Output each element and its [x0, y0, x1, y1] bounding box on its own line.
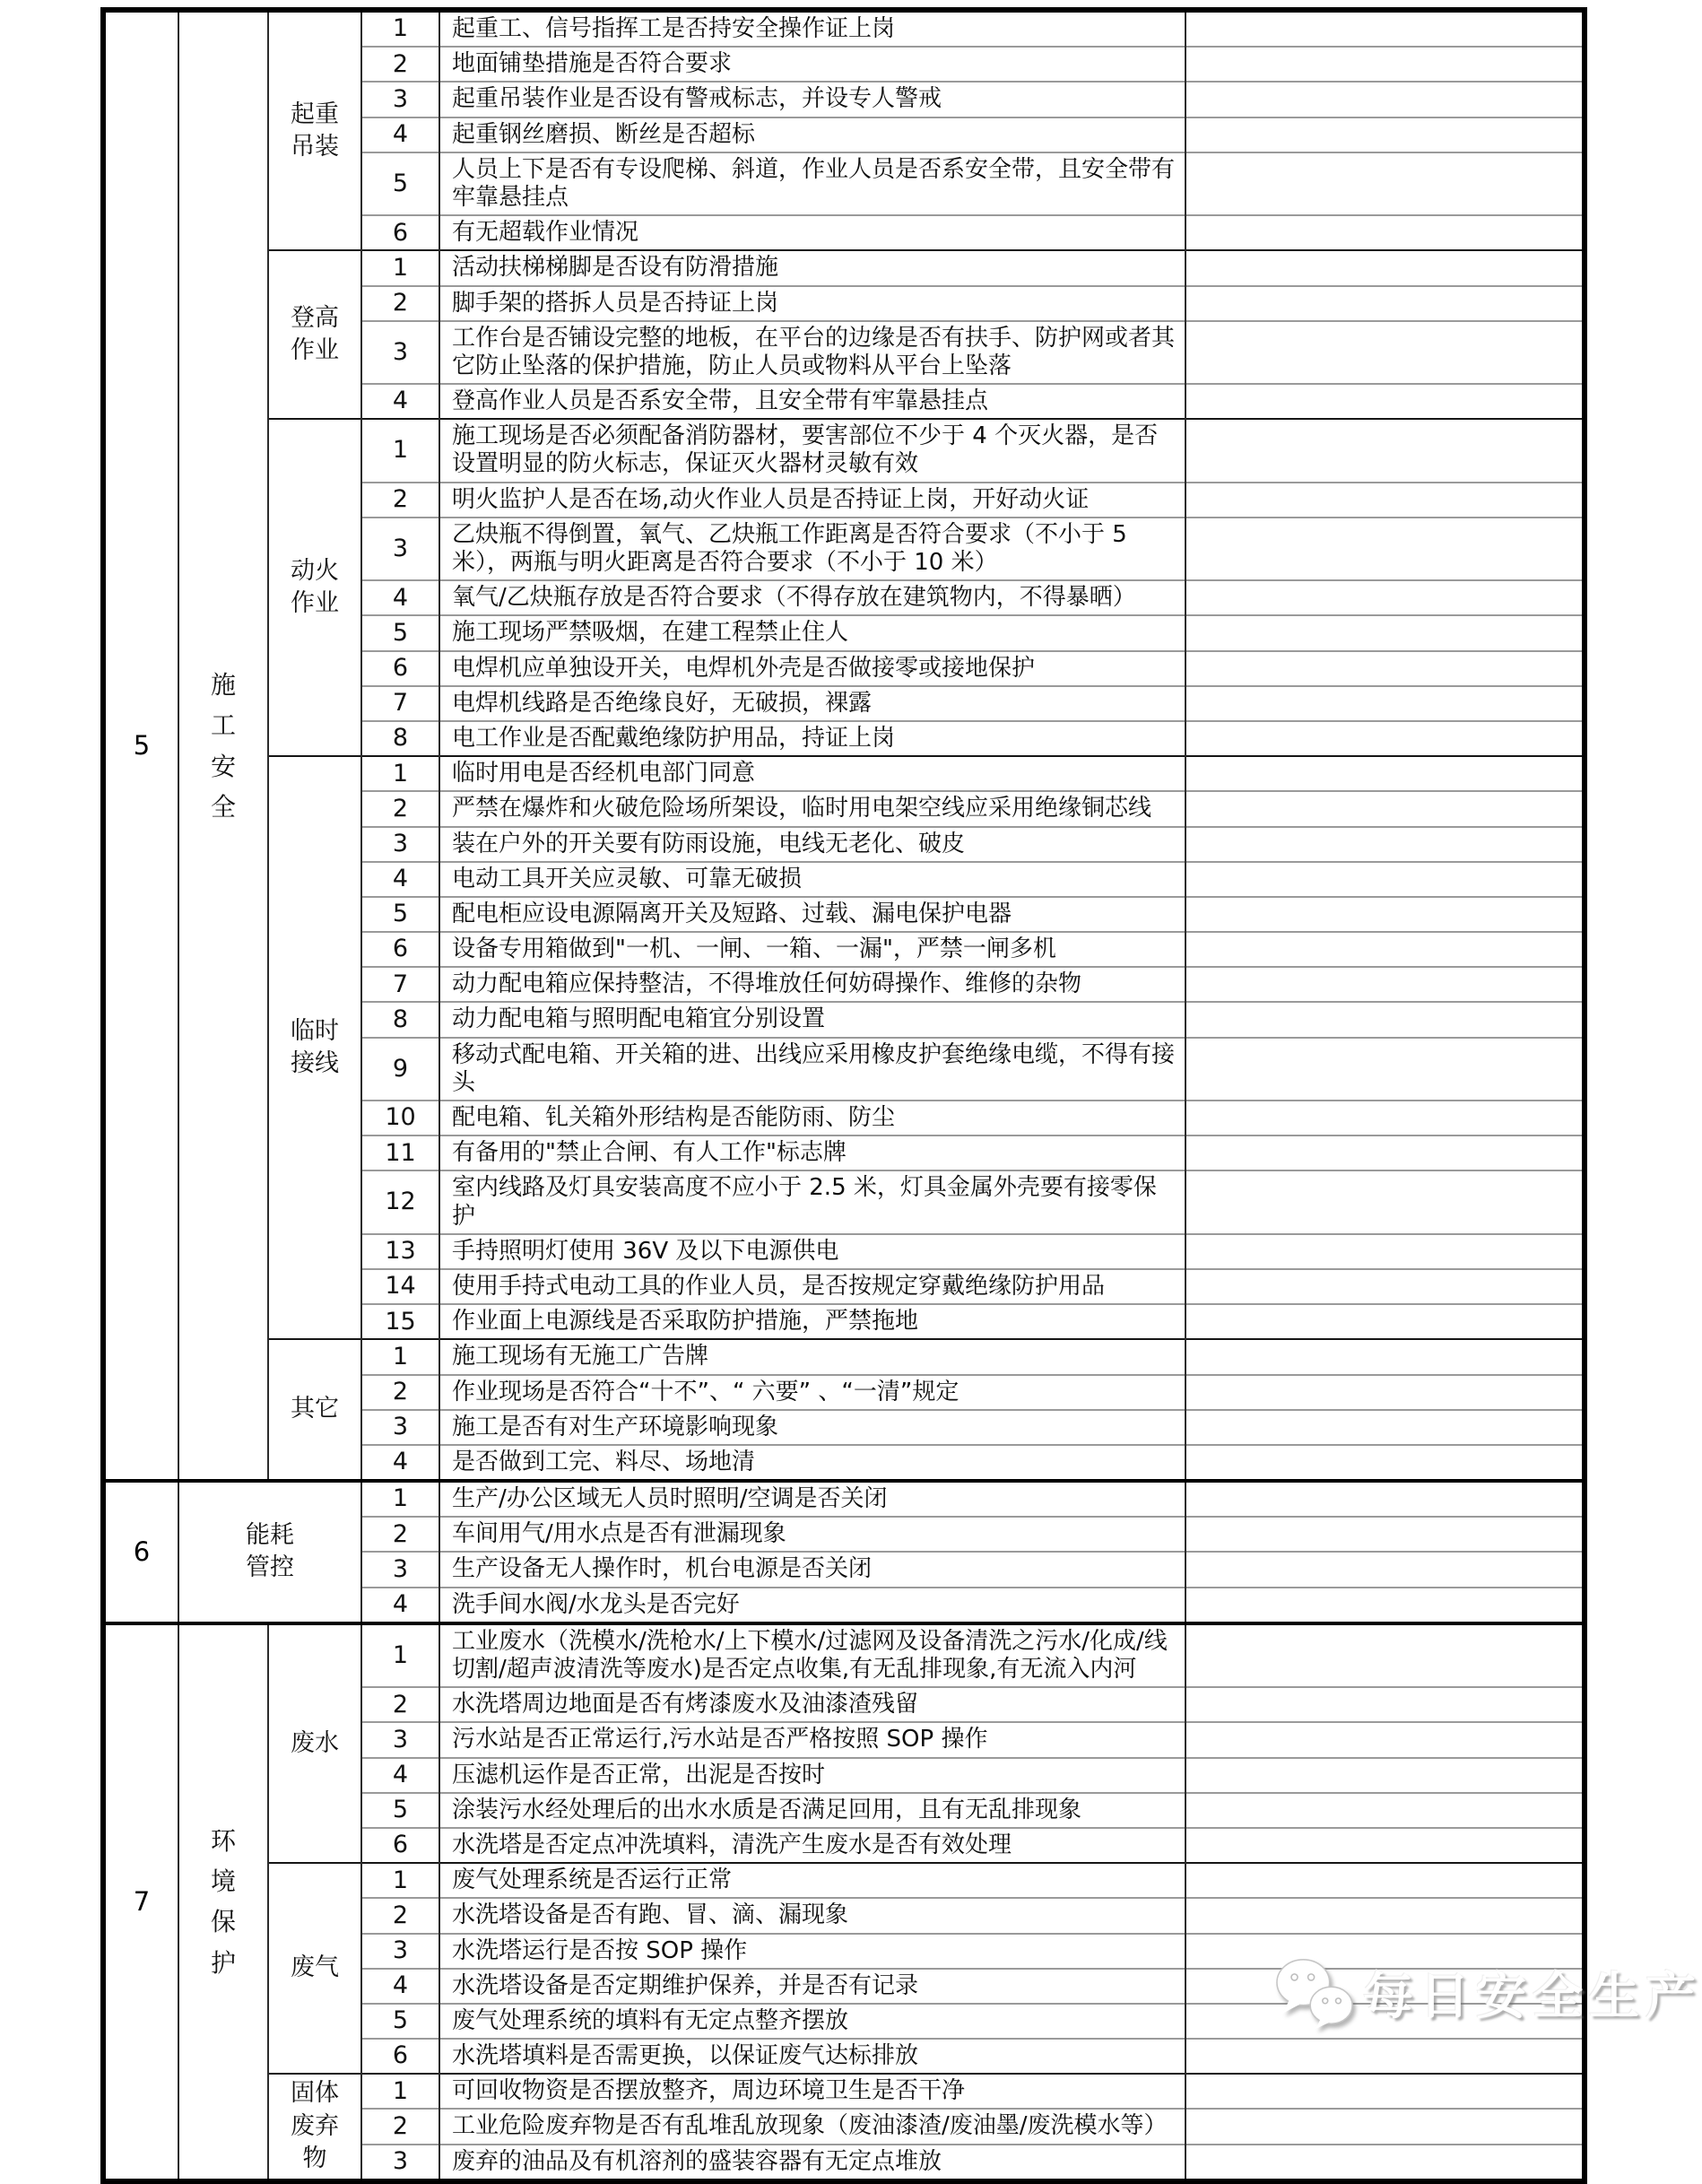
item-number-cell: 4 [361, 1758, 439, 1793]
result-cell [1185, 1517, 1585, 1552]
item-description-cell: 施工是否有对生产环境影响现象 [439, 1410, 1185, 1445]
subcategory-cell [268, 419, 361, 756]
item-description-cell: 使用手持式电动工具的作业人员，是否按规定穿戴绝缘防护用品 [439, 1269, 1185, 1304]
item-number-cell: 13 [361, 1234, 439, 1269]
item-number-cell: 12 [361, 1170, 439, 1233]
item-description-cell: 乙炔瓶不得倒置，氧气、乙炔瓶工作距离是否符合要求（不小于 5 米），两瓶与明火距离是否符合要求（不小于 10 米） [439, 518, 1185, 580]
result-cell [1185, 10, 1585, 47]
subcategory-label: 废气 [291, 1953, 339, 1982]
item-number-cell: 3 [361, 518, 439, 580]
subcategory-cell [268, 756, 361, 1339]
item-description-cell: 脚手架的搭拆人员是否持证上岗 [439, 286, 1185, 321]
result-cell [1185, 2074, 1585, 2109]
result-cell [1185, 1793, 1585, 1828]
result-cell [1185, 286, 1585, 321]
result-cell [1185, 1898, 1585, 1933]
item-number-cell: 7 [361, 686, 439, 721]
item-description-cell: 移动式配电箱、开关箱的进、出线应采用橡皮护套绝缘电缆，不得有接头 [439, 1038, 1185, 1101]
item-number-cell: 3 [361, 1722, 439, 1757]
item-number-cell: 10 [361, 1101, 439, 1136]
item-number-cell: 2 [361, 2109, 439, 2144]
item-description-cell: 电工作业是否配戴绝缘防护用品，持证上岗 [439, 721, 1185, 756]
item-number-cell: 5 [361, 2004, 439, 2039]
item-description-cell: 水洗塔运行是否按 SOP 操作 [439, 1934, 1185, 1969]
result-cell [1185, 1375, 1585, 1410]
result-cell [1185, 1863, 1585, 1898]
result-cell [1185, 1304, 1585, 1339]
item-number-cell: 6 [361, 932, 439, 967]
item-description-cell: 生产/办公区域无人员时照明/空调是否关闭 [439, 1481, 1185, 1517]
category-cell [178, 1623, 268, 2181]
item-number-cell: 5 [361, 1793, 439, 1828]
checklist-row [103, 419, 1585, 482]
result-cell [1185, 1623, 1585, 1687]
item-number-cell: 2 [361, 483, 439, 518]
item-description-cell: 车间用气/用水点是否有泄漏现象 [439, 1517, 1185, 1552]
item-description-cell: 是否做到工完、料尽、场地清 [439, 1445, 1185, 1481]
item-description-cell: 工作台是否铺设完整的地板，在平台的边缘是否有扶手、防护网或者其它防止坠落的保护措施，防止人员或物料从平台上坠落 [439, 321, 1185, 384]
result-cell [1185, 967, 1585, 1002]
item-description-cell: 登高作业人员是否系安全带，且安全带有牢靠悬挂点 [439, 384, 1185, 419]
item-number-cell: 4 [361, 1445, 439, 1481]
category-cell [178, 1481, 361, 1623]
result-cell [1185, 1969, 1585, 2004]
item-description-cell: 手持照明灯使用 36V 及以下电源供电 [439, 1234, 1185, 1269]
result-cell [1185, 419, 1585, 482]
item-number-cell: 3 [361, 827, 439, 862]
result-cell [1185, 1234, 1585, 1269]
subcategory-label: 临时接线 [291, 1016, 339, 1078]
item-description-cell: 动力配电箱与照明配电箱宜分别设置 [439, 1002, 1185, 1037]
item-number-cell: 3 [361, 1552, 439, 1587]
result-cell [1185, 518, 1585, 580]
subcategory-label: 起重吊装 [291, 100, 339, 161]
item-number-cell: 4 [361, 862, 439, 897]
item-number-cell: 1 [361, 1863, 439, 1898]
result-cell [1185, 651, 1585, 686]
item-number-cell: 6 [361, 651, 439, 686]
result-cell [1185, 1170, 1585, 1233]
result-cell [1185, 2039, 1585, 2074]
checklist-table [100, 7, 1587, 2184]
result-cell [1185, 580, 1585, 615]
subcategory-label: 废水 [291, 1728, 339, 1757]
item-description-cell: 工业废水（洗模水/洗枪水/上下模水/过滤网及设备清洗之污水/化成/线切割/超声波清洗等废水)是否定点收集,有无乱排现象,有无流入内河 [439, 1623, 1185, 1687]
item-number-cell: 3 [361, 2145, 439, 2181]
result-cell [1185, 215, 1585, 250]
item-number-cell: 4 [361, 1588, 439, 1623]
result-cell [1185, 1101, 1585, 1136]
result-cell [1185, 1552, 1585, 1587]
category-cell [178, 10, 268, 1481]
item-number-cell: 6 [361, 2039, 439, 2074]
item-number-cell: 2 [361, 286, 439, 321]
item-number-cell: 4 [361, 117, 439, 152]
item-number-cell: 9 [361, 1038, 439, 1101]
result-cell [1185, 1588, 1585, 1623]
item-number-cell: 15 [361, 1304, 439, 1339]
item-number-cell: 6 [361, 215, 439, 250]
result-cell [1185, 1934, 1585, 1969]
item-description-cell: 临时用电是否经机电部门同意 [439, 756, 1185, 791]
item-number-cell: 8 [361, 1002, 439, 1037]
item-description-cell: 电焊机应单独设开关，电焊机外壳是否做接零或接地保护 [439, 651, 1185, 686]
item-description-cell: 生产设备无人操作时，机台电源是否关闭 [439, 1552, 1185, 1587]
subcategory-label: 其它 [291, 1395, 339, 1423]
result-cell [1185, 384, 1585, 419]
item-number-cell: 3 [361, 1410, 439, 1445]
item-number-cell: 1 [361, 419, 439, 482]
item-number-cell: 8 [361, 721, 439, 756]
result-cell [1185, 1410, 1585, 1445]
checklist-row [103, 1339, 1585, 1374]
item-description-cell: 水洗塔设备是否有跑、冒、滴、漏现象 [439, 1898, 1185, 1933]
checklist-row [103, 1481, 1585, 1517]
item-number-cell: 2 [361, 1375, 439, 1410]
item-description-cell: 废气处理系统是否运行正常 [439, 1863, 1185, 1898]
item-description-cell: 水洗塔设备是否定期维护保养，并是否有记录 [439, 1969, 1185, 2004]
subcategory-cell [268, 1863, 361, 2074]
item-description-cell: 设备专用箱做到"一机、一闸、一箱、一漏"，严禁一闸多机 [439, 932, 1185, 967]
item-number-cell: 2 [361, 47, 439, 82]
item-description-cell: 污水站是否正常运行,污水站是否严格按照 SOP 操作 [439, 1722, 1185, 1757]
item-description-cell: 施工现场有无施工广告牌 [439, 1339, 1185, 1374]
result-cell [1185, 686, 1585, 721]
item-number-cell: 4 [361, 580, 439, 615]
result-cell [1185, 1038, 1585, 1101]
item-number-cell: 4 [361, 384, 439, 419]
item-number-cell: 11 [361, 1136, 439, 1170]
watermark-text: 每日安全生产 [1363, 1968, 1702, 2026]
result-cell [1185, 2004, 1585, 2039]
item-description-cell: 工业危险废弃物是否有乱堆乱放现象（废油漆渣/废油墨/废洗模水等） [439, 2109, 1185, 2144]
result-cell [1185, 827, 1585, 862]
result-cell [1185, 483, 1585, 518]
item-description-cell: 动力配电箱应保持整洁，不得堆放任何妨碍操作、维修的杂物 [439, 967, 1185, 1002]
item-description-cell: 配电柜应设电源隔离开关及短路、过载、漏电保护电器 [439, 897, 1185, 932]
item-number-cell: 6 [361, 1828, 439, 1863]
category-label: 环境保护 [210, 1825, 236, 1978]
result-cell [1185, 756, 1585, 791]
result-cell [1185, 1758, 1585, 1793]
item-number-cell: 2 [361, 791, 439, 826]
result-cell [1185, 82, 1585, 117]
section-number-cell: 5 [103, 10, 178, 1481]
checklist-table-body [103, 10, 1585, 2181]
category-label: 能耗管控 [246, 1521, 294, 1582]
item-description-cell: 废气处理系统的填料有无定点整齐摆放 [439, 2004, 1185, 2039]
item-description-cell: 起重吊装作业是否设有警戒标志，并设专人警戒 [439, 82, 1185, 117]
item-description-cell: 配电箱、钆关箱外形结构是否能防雨、防尘 [439, 1101, 1185, 1136]
result-cell [1185, 1269, 1585, 1304]
result-cell [1185, 791, 1585, 826]
item-description-cell: 压滤机运作是否正常，出泥是否按时 [439, 1758, 1185, 1793]
item-description-cell: 施工现场是否必须配备消防器材，要害部位不少于 4 个灭火器，是否设置明显的防火标志，保证灭火器材灵敏有效 [439, 419, 1185, 482]
item-description-cell: 涂装污水经处理后的出水水质是否满足回用，且有无乱排现象 [439, 1793, 1185, 1828]
item-description-cell: 作业面上电源线是否采取防护措施，严禁拖地 [439, 1304, 1185, 1339]
item-description-cell: 施工现场严禁吸烟，在建工程禁止住人 [439, 615, 1185, 650]
result-cell [1185, 1481, 1585, 1517]
item-description-cell: 作业现场是否符合“十不”、“ 六要” 、“一清”规定 [439, 1375, 1185, 1410]
category-label: 施工安全 [210, 669, 236, 822]
subcategory-cell [268, 10, 361, 250]
item-number-cell: 1 [361, 2074, 439, 2109]
item-number-cell: 3 [361, 82, 439, 117]
result-cell [1185, 152, 1585, 215]
item-description-cell: 废弃的油品及有机溶剂的盛装容器有无定点堆放 [439, 2145, 1185, 2181]
item-description-cell: 起重工、信号指挥工是否持安全操作证上岗 [439, 10, 1185, 47]
checklist-row [103, 2074, 1585, 2109]
item-number-cell: 1 [361, 1481, 439, 1517]
item-number-cell: 5 [361, 897, 439, 932]
item-number-cell: 2 [361, 1687, 439, 1722]
subcategory-cell [268, 250, 361, 419]
item-description-cell: 装在户外的开关要有防雨设施，电线无老化、破皮 [439, 827, 1185, 862]
section-number-cell: 7 [103, 1623, 178, 2181]
checklist-row [103, 756, 1585, 791]
item-number-cell: 4 [361, 1969, 439, 2004]
result-cell [1185, 250, 1585, 285]
result-cell [1185, 1002, 1585, 1037]
item-description-cell: 有无超载作业情况 [439, 215, 1185, 250]
item-description-cell: 活动扶梯梯脚是否设有防滑措施 [439, 250, 1185, 285]
result-cell [1185, 47, 1585, 82]
item-description-cell: 水洗塔填料是否需更换，以保证废气达标排放 [439, 2039, 1185, 2074]
checklist-row [103, 1623, 1585, 1687]
item-number-cell: 1 [361, 1623, 439, 1687]
subcategory-label: 动火作业 [291, 556, 339, 618]
item-description-cell: 人员上下是否有专设爬梯、斜道，作业人员是否系安全带，且安全带有牢靠悬挂点 [439, 152, 1185, 215]
result-cell [1185, 117, 1585, 152]
result-cell [1185, 1687, 1585, 1722]
item-description-cell: 可回收物资是否摆放整齐，周边环境卫生是否干净 [439, 2074, 1185, 2109]
item-number-cell: 2 [361, 1898, 439, 1933]
item-description-cell: 洗手间水阀/水龙头是否完好 [439, 1588, 1185, 1623]
item-description-cell: 水洗塔是否定点冲洗填料，清洗产生废水是否有效处理 [439, 1828, 1185, 1863]
result-cell [1185, 897, 1585, 932]
item-description-cell: 水洗塔周边地面是否有烤漆废水及油漆渣残留 [439, 1687, 1185, 1722]
checklist-row [103, 10, 1585, 47]
checklist-row [103, 250, 1585, 285]
item-number-cell: 1 [361, 1339, 439, 1374]
item-description-cell: 地面铺垫措施是否符合要求 [439, 47, 1185, 82]
result-cell [1185, 1339, 1585, 1374]
subcategory-cell [268, 1623, 361, 1863]
result-cell [1185, 2145, 1585, 2181]
result-cell [1185, 2109, 1585, 2144]
result-cell [1185, 1828, 1585, 1863]
item-number-cell: 3 [361, 321, 439, 384]
item-description-cell: 起重钢丝磨损、断丝是否超标 [439, 117, 1185, 152]
subcategory-label: 固体废弃物 [291, 2079, 339, 2173]
item-number-cell: 2 [361, 1517, 439, 1552]
item-description-cell: 明火监护人是否在场,动火作业人员是否持证上岗，开好动火证 [439, 483, 1185, 518]
item-description-cell: 严禁在爆炸和火破危险场所架设，临时用电架空线应采用绝缘铜芯线 [439, 791, 1185, 826]
result-cell [1185, 615, 1585, 650]
item-description-cell: 电动工具开关应灵敏、可靠无破损 [439, 862, 1185, 897]
item-description-cell: 有备用的"禁止合闸、有人工作"标志牌 [439, 1136, 1185, 1170]
item-number-cell: 14 [361, 1269, 439, 1304]
item-number-cell: 1 [361, 10, 439, 47]
result-cell [1185, 1136, 1585, 1170]
result-cell [1185, 1445, 1585, 1481]
item-number-cell: 3 [361, 1934, 439, 1969]
item-number-cell: 5 [361, 615, 439, 650]
subcategory-cell [268, 1339, 361, 1481]
checklist-row [103, 1863, 1585, 1898]
item-description-cell: 室内线路及灯具安装高度不应小于 2.5 米，灯具金属外壳要有接零保护 [439, 1170, 1185, 1233]
subcategory-cell [268, 2074, 361, 2181]
item-number-cell: 7 [361, 967, 439, 1002]
result-cell [1185, 862, 1585, 897]
item-number-cell: 1 [361, 756, 439, 791]
item-number-cell: 5 [361, 152, 439, 215]
result-cell [1185, 932, 1585, 967]
result-cell [1185, 721, 1585, 756]
result-cell [1185, 321, 1585, 384]
subcategory-label: 登高作业 [291, 303, 339, 365]
section-number-cell: 6 [103, 1481, 178, 1623]
result-cell [1185, 1722, 1585, 1757]
item-description-cell: 氧气/乙炔瓶存放是否符合要求（不得存放在建筑物内，不得暴晒） [439, 580, 1185, 615]
item-number-cell: 1 [361, 250, 439, 285]
item-description-cell: 电焊机线路是否绝缘良好，无破损，裸露 [439, 686, 1185, 721]
